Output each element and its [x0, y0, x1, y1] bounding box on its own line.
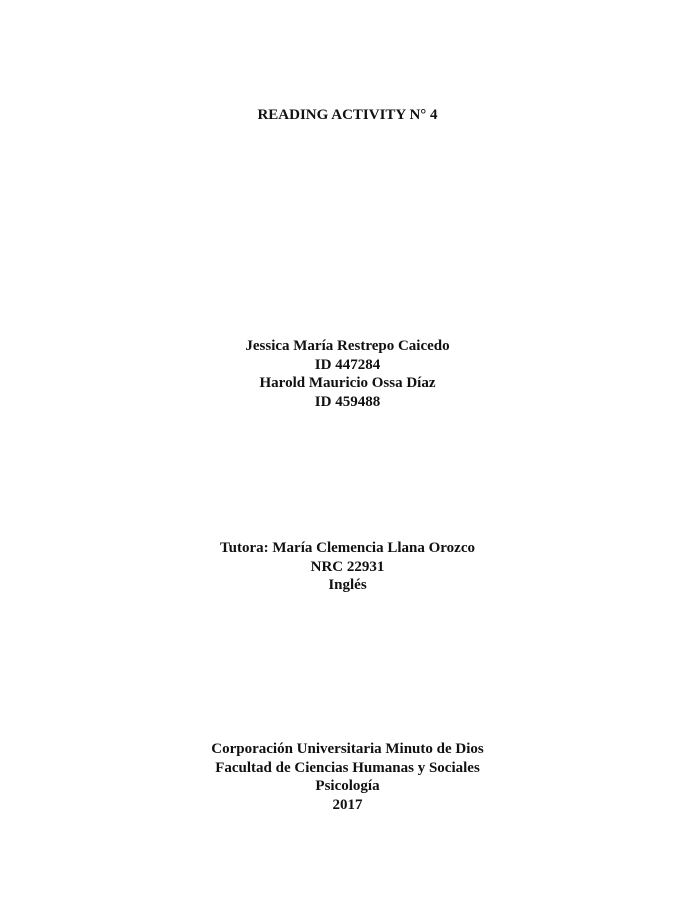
program-name: Psicología [315, 778, 380, 794]
author-name-2: Harold Mauricio Ossa Díaz [259, 375, 436, 391]
institution-name: Corporación Universitaria Minuto de Dios [211, 741, 484, 757]
authors-block [0, 337, 695, 411]
author-name-1: Jessica María Restrepo Caicedo [245, 338, 450, 354]
author-id-1: ID 447284 [314, 356, 381, 373]
nrc-line: NRC 22931 [310, 558, 385, 575]
institution-block [0, 740, 695, 814]
author-id-2: ID 459488 [314, 393, 381, 410]
subject-line: Inglés [328, 577, 367, 593]
document-title: READING ACTIVITY N° 4 [257, 107, 438, 123]
faculty-name: Facultad de Ciencias Humanas y Sociales [215, 759, 480, 776]
title-block [0, 106, 695, 125]
tutor-line: Tutora: María Clemencia Llana Orozco [220, 540, 475, 556]
year-line: 2017 [332, 796, 363, 813]
course-block [0, 539, 695, 595]
